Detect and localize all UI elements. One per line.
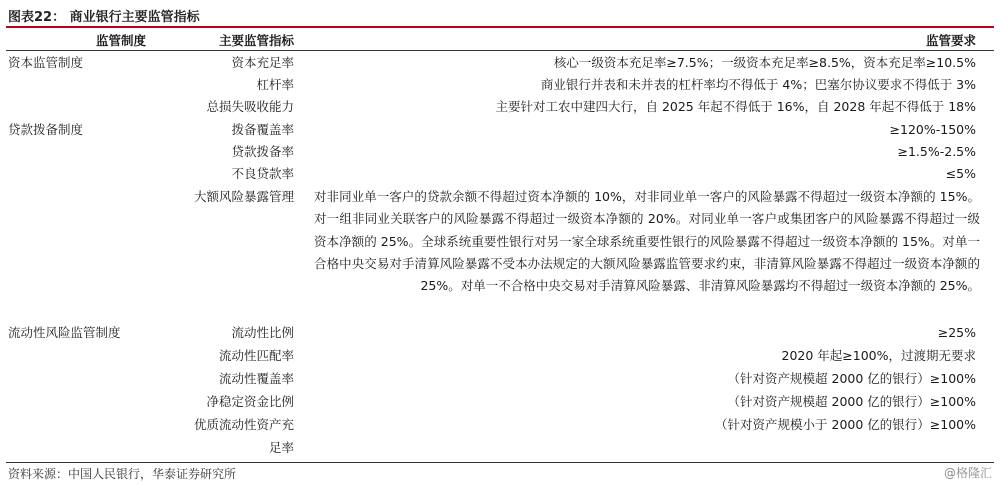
row-requirement: ≥120%-150% bbox=[889, 122, 976, 137]
row-indicator: 杠杆率 bbox=[256, 77, 294, 92]
row-requirement: （针对资产规模小于 2000 亿的银行）≥100% bbox=[715, 417, 976, 432]
row-requirement: 商业银行并表和未并表的杠杆率均不得低于 4%；巴塞尔协议要求不得低于 3% bbox=[540, 77, 976, 92]
row-indicator: 流动性比例 bbox=[231, 325, 294, 340]
row-requirement: ≥1.5%-2.5% bbox=[897, 144, 976, 159]
row-indicator: 净稳定资金比例 bbox=[206, 394, 294, 409]
row-system: 资本监管制度 bbox=[8, 55, 84, 70]
row-requirement: 核心一级资本充足率≥7.5%；一级资本充足率≥8.5%，资本充足率≥10.5% bbox=[553, 55, 976, 70]
row-indicator: 大额风险暴露管理 bbox=[193, 189, 294, 204]
footer-divider bbox=[6, 462, 994, 463]
header-indicator: 主要监管指标 bbox=[218, 33, 294, 48]
title-bar bbox=[6, 4, 994, 28]
header-requirement: 监管要求 bbox=[925, 33, 976, 48]
header-system: 监管制度 bbox=[96, 33, 147, 48]
row-requirement-paragraph: 对非同业单一客户的贷款余额不得超过资本净额的 10%，对非同业单一客户的风险暴露不得超过一级资本净额的 15%。对一组非同业关联客户的风险暴露不得超过一级资本净额的 20%。对同业单一客户或集团客户的风险暴露不得超过一级资本净额的 25%。全球系统重要性银行对另一家全球系统重要性银行的风险暴露不得超过一级资本净额的 15%。对单一合格中央交易对手清算风险暴露不受本办法规定的大额风险暴露监管要求约束，非清算风险暴露不得超过一级资本净额的 25%。对单一不合格中央交易对手清算风险暴露、非清算风险暴露均不得超过一级资本净额的 25%。 bbox=[314, 189, 980, 294]
row-system: 贷款拨备制度 bbox=[8, 122, 84, 137]
row-indicator: 资本充足率 bbox=[231, 55, 294, 70]
row-requirement: 主要针对工农中建四大行，自 2025 年起不得低于 16%，自 2028 年起不得低于 18% bbox=[495, 99, 976, 114]
row-indicator-line1: 优质流动性资产充 bbox=[193, 417, 294, 432]
row-indicator: 流动性匹配率 bbox=[218, 348, 294, 363]
row-requirement: （针对资产规模超 2000 亿的银行）≥100% bbox=[727, 394, 976, 409]
watermark: @格隆汇 bbox=[943, 466, 992, 480]
row-indicator: 拨备覆盖率 bbox=[231, 122, 294, 137]
source-note: 资料来源：中国人民银行，华泰证券研究所 bbox=[8, 467, 237, 481]
table-title: 图表22： 商业银行主要监管指标 bbox=[8, 10, 200, 25]
row-system: 流动性风险监管制度 bbox=[8, 325, 121, 340]
row-indicator: 不良贷款率 bbox=[231, 166, 294, 181]
row-requirement: ≤5% bbox=[945, 166, 976, 181]
row-indicator: 贷款拨备率 bbox=[231, 144, 294, 159]
row-indicator: 总损失吸收能力 bbox=[206, 99, 294, 114]
row-indicator-line2: 足率 bbox=[268, 440, 294, 455]
row-requirement: （针对资产规模超 2000 亿的银行）≥100% bbox=[727, 371, 976, 386]
row-indicator: 流动性覆盖率 bbox=[218, 371, 294, 386]
row-requirement: 2020 年起≥100%，过渡期无要求 bbox=[781, 348, 976, 363]
row-requirement: ≥25% bbox=[937, 325, 976, 340]
header-divider bbox=[6, 50, 994, 51]
